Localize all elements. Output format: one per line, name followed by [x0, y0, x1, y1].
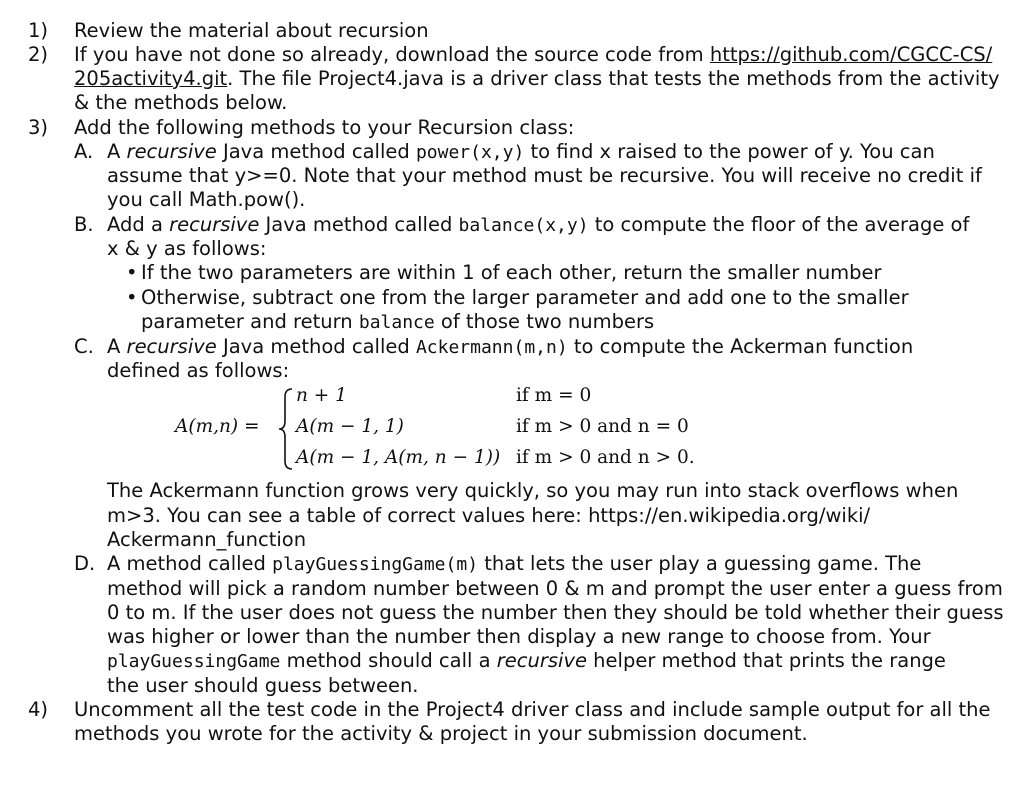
text-segment: to compute the Ackerman function	[567, 335, 914, 358]
case-expression: A(m − 1, A(m, n − 1))	[296, 447, 501, 468]
text-segment: Java method called	[259, 213, 459, 236]
text-segment: A	[107, 140, 127, 163]
sub-text: x & y as follows:	[107, 237, 267, 260]
text-segment: method should call a	[280, 649, 497, 672]
sub-text: defined as follows:	[107, 359, 290, 382]
case-expression: n + 1	[296, 385, 347, 406]
sub-text: was higher or lower than the number then display a new range to choose from. Your	[107, 625, 931, 648]
bullet-dot: •	[126, 286, 138, 309]
sub-text: The Ackermann function grows very quickly, so you may run into stack overflows when	[107, 479, 959, 502]
item-text	[74, 67, 1000, 91]
sub-text	[107, 552, 921, 577]
item-number: 3)	[28, 116, 49, 139]
bullet-text: Otherwise, subtract one from the larger parameter and add one to the smaller	[141, 286, 909, 309]
sub-text: 0 to m. If the user does not guess the number then they should be told whether their guess	[107, 601, 1004, 624]
text-segment: helper method that prints the range	[586, 649, 946, 672]
text-segment: Java method called	[216, 335, 416, 358]
text-segment: of those two numbers	[434, 310, 655, 333]
github-link[interactable]: https://github.com/CGCC-CS/	[709, 43, 993, 66]
bullet-text: If the two parameters are within 1 of each other, return the smaller number	[141, 261, 882, 284]
text-segment: A method called	[107, 552, 273, 575]
emphasis: recursive	[126, 140, 217, 163]
case-condition: if m = 0	[516, 385, 592, 406]
case-condition: if m > 0 and n = 0	[516, 416, 689, 437]
bullet-dot: •	[126, 261, 138, 284]
sub-text	[107, 335, 913, 360]
bullet-text	[141, 310, 654, 335]
sub-text: method will pick a random number between 0 & m and prompt the user enter a guess from	[107, 577, 1003, 600]
emphasis: recursive	[496, 649, 587, 672]
sub-letter: B.	[74, 213, 94, 236]
sub-text: Ackermann_function	[107, 528, 307, 551]
sub-text: you call Math.pow().	[107, 188, 306, 211]
emphasis: recursive	[126, 335, 217, 358]
item-text: & the methods below.	[74, 91, 288, 114]
emphasis: recursive	[169, 213, 260, 236]
item-number: 1)	[28, 19, 49, 42]
text-segment: that lets the user play a guessing game. The	[478, 552, 922, 575]
item-text-segment: . The file Project4.java is a driver class that tests the methods from the activity	[227, 67, 1000, 90]
code-span: playGuessingGame	[107, 651, 281, 672]
sub-letter: C.	[74, 335, 94, 358]
sub-text: m>3. You can see a table of correct values here: https://en.wikipedia.org/wiki/	[107, 504, 871, 527]
item-text: methods you wrote for the activity & project in your submission document.	[74, 722, 808, 745]
item-text	[74, 43, 992, 67]
text-segment: A	[107, 335, 127, 358]
sub-text	[107, 649, 946, 674]
item-text-segment: If you have not done so already, download the source code from	[74, 43, 710, 66]
item-number: 4)	[28, 698, 49, 721]
case-condition: if m > 0 and n > 0.	[516, 447, 695, 468]
text-segment: parameter and return	[141, 310, 359, 333]
sub-text: assume that y>=0. Note that your method must be recursive. You will receive no credit if	[107, 164, 982, 187]
text-segment: Java method called	[216, 140, 416, 163]
sub-text: the user should guess between.	[107, 674, 419, 697]
text-segment: Add a	[107, 213, 170, 236]
sub-text	[107, 213, 969, 238]
sub-letter: D.	[74, 552, 96, 575]
item-text: Add the following methods to your Recursion class:	[74, 116, 575, 139]
code-span: Ackermann(m,n)	[415, 337, 568, 358]
sub-letter: A.	[74, 140, 94, 163]
code-span: balance	[358, 312, 435, 333]
left-brace-icon	[278, 387, 294, 471]
code-span: power(x,y)	[415, 142, 525, 163]
code-span: balance(x,y)	[458, 215, 589, 236]
item-text: Review the material about recursion	[74, 19, 429, 42]
github-link-continued[interactable]: 205activity4.git	[74, 67, 228, 90]
equation-lhs: A(m,n) =	[175, 416, 260, 437]
text-segment: to compute the floor of the average of	[588, 213, 970, 236]
code-span: playGuessingGame(m)	[272, 554, 479, 575]
sub-text	[107, 140, 935, 165]
case-expression: A(m − 1, 1)	[296, 416, 404, 437]
item-number: 2)	[28, 43, 49, 66]
item-text: Uncomment all the test code in the Project4 driver class and include sample output for all the	[74, 698, 991, 721]
text-segment: to find x raised to the power of y. You can	[524, 140, 935, 163]
